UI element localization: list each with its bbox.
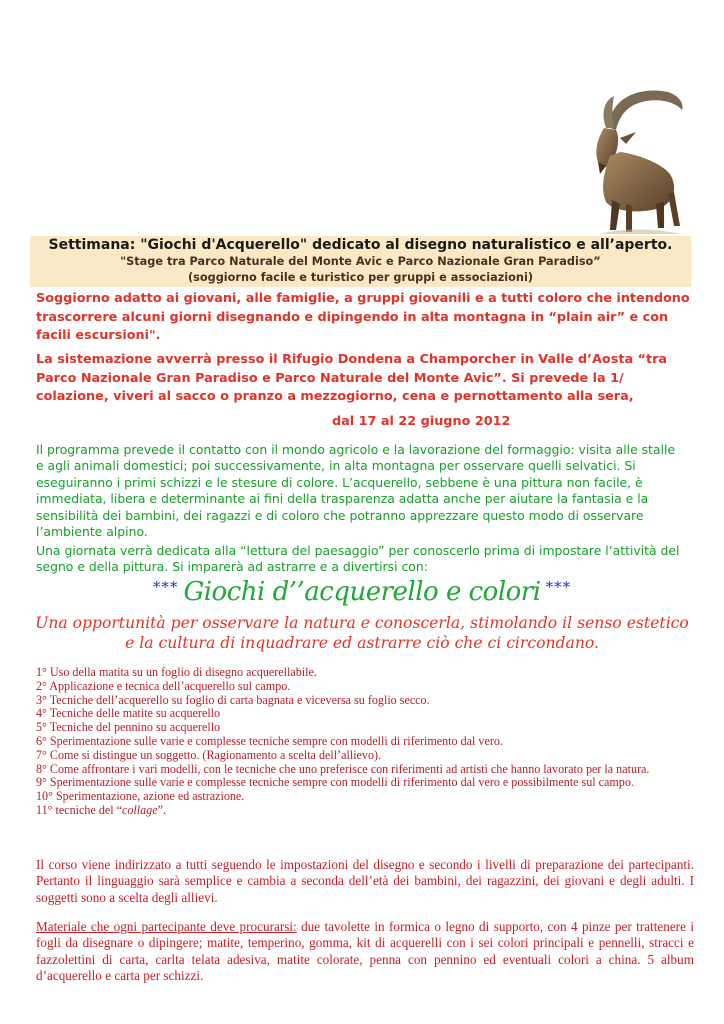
list-item: 5° Tecniche del pennino su acquerello (36, 720, 221, 735)
list-item: 10° Sperimentazione, azione ed astrazione. (36, 789, 245, 804)
technique-list (36, 666, 696, 818)
list-item: 7° Come si distingue un soggetto. (Ragionamento a scelta dell’allievo). (36, 747, 382, 762)
header-banner (30, 236, 691, 287)
list-item (36, 804, 696, 818)
list-item-italic: collage (121, 802, 158, 817)
list-item-suffix: ”. (157, 802, 166, 817)
intro-paragraph-1: Soggiorno adatto ai giovani, alle famiglie, a gruppi giovanili e a tutti coloro che intendono trascorrere alcuni giorni disegnando e dipingendo in alta montagna in “plain air” e con facili escursioni". (36, 291, 690, 343)
list-item-prefix: 11° tecniche del “ (36, 802, 122, 817)
list-item: 2° Applicazione e tecnica dell’acquerello sul campo. (36, 678, 291, 693)
banner-title: Settimana: "Giochi d'Acquerello" dedicato al disegno naturalistico e all’aperto. (48, 237, 673, 253)
materials-label: Materiale che ogni partecipante deve procurarsi: (36, 919, 297, 934)
list-item: 9° Sperimentazione sulle varie e complesse tecniche sempre con modelli di riferimento dal vero e possibilmente sul campo. (36, 775, 634, 790)
list-item: 6° Sperimentazione sulle varie e complesse tecniche sempre con modelli di riferimento dal vero. (36, 733, 503, 748)
event-dates: dal 17 al 22 giugno 2012 (332, 414, 511, 429)
headline-title: Giochi d’’acquerello e colori (183, 577, 541, 607)
banner-subtitle-1: "Stage tra Parco Naturale del Monte Avic e Parco Nazionale Gran Paradiso” (120, 255, 601, 268)
materials-text: due tavolette in formica o legno di supporto, con 4 pinze per trattenere i fogli da disegnare o dipingere; matite, temperino, gomma, kit di acquerelli con i sei colori principali e pennelli, stracci e fazzolettini di carta, carlta telata adesiva, matite colorate, penna con pennino ed eventuali colori a china. 5 album d’acquerello e carta per schizzi. (36, 919, 694, 983)
banner-subtitle-2: (soggiorno facile e turistico per gruppi e associazioni) (187, 271, 534, 284)
materials-paragraph (36, 919, 694, 984)
list-item: 1° Uso della matita su un foglio di disegno acquerellabile. (36, 665, 317, 679)
program-paragraph-2: Una giornata verrà dedicata alla “lettura del paesaggio” per conoscerlo prima di impostare l’attività del segno e della pittura. Si imparerà ad astrarre e a divertirsi con: (36, 543, 680, 575)
ibex-illustration (570, 88, 688, 236)
list-item: 8° Come affrontare i vari modelli, con le tecniche che uno preferisce con riferimenti ad artisti che hanno lavorato per la natura. (36, 761, 650, 776)
course-paragraph: Il corso viene indirizzato a tutti seguendo le impostazioni del disegno e secondo i livelli di preparazione dei partecipanti. Pertanto il linguaggio sarà semplice e cambia a seconda dell’età dei bambini, dei ragazzini, dei giovani e degli adulti. I soggetti sono a scelta degli allievi. (36, 857, 694, 905)
program-paragraph-1: Il programma prevede il contatto con il mondo agricolo e la lavorazione del formaggio: visita alle stalle e agli animali domestici; poi successivamente, in alta montagna per osservare quelli selvatici. Si eseguiranno i primi schizzi e le stesure di colore. L’acquerello, sebbene è una pittura non facile, è immediata, libera e determinante ai fini della trasparenza adatta anche per aiutare la fantasia e la sensibilità dei bambini, dei ragazzi e di coloro che potranno apprezzare questo modo di osservare l’ambiente alpino. (36, 442, 676, 540)
intro-paragraph-2: La sistemazione avverrà presso il Rifugio Dondena a Champorcher in Valle d’Aosta “tra Parco Nazionale Gran Paradiso e Parco Naturale del Monte Avic”. Si prevede la 1/ colazione, viveri al sacco o pranzo a mezzogiorno, cena e pernottamento alla sera, (36, 352, 668, 404)
course-headline (0, 577, 724, 607)
tagline-line-1: Una opportunità per osservare la natura e conoscerla, stimolando il senso estetico (35, 614, 689, 632)
list-item: 4° Tecniche delle matite su acquerello (36, 706, 221, 721)
stars-right: *** (545, 578, 572, 596)
list-item: 3° Tecniche dell’acquerello su foglio di carta bagnata e viceversa su foglio secco. (36, 692, 430, 707)
stars-left: *** (152, 578, 179, 596)
tagline-line-2: e la cultura di inquadrare ed astrarre ciò che ci circondano. (125, 634, 599, 652)
